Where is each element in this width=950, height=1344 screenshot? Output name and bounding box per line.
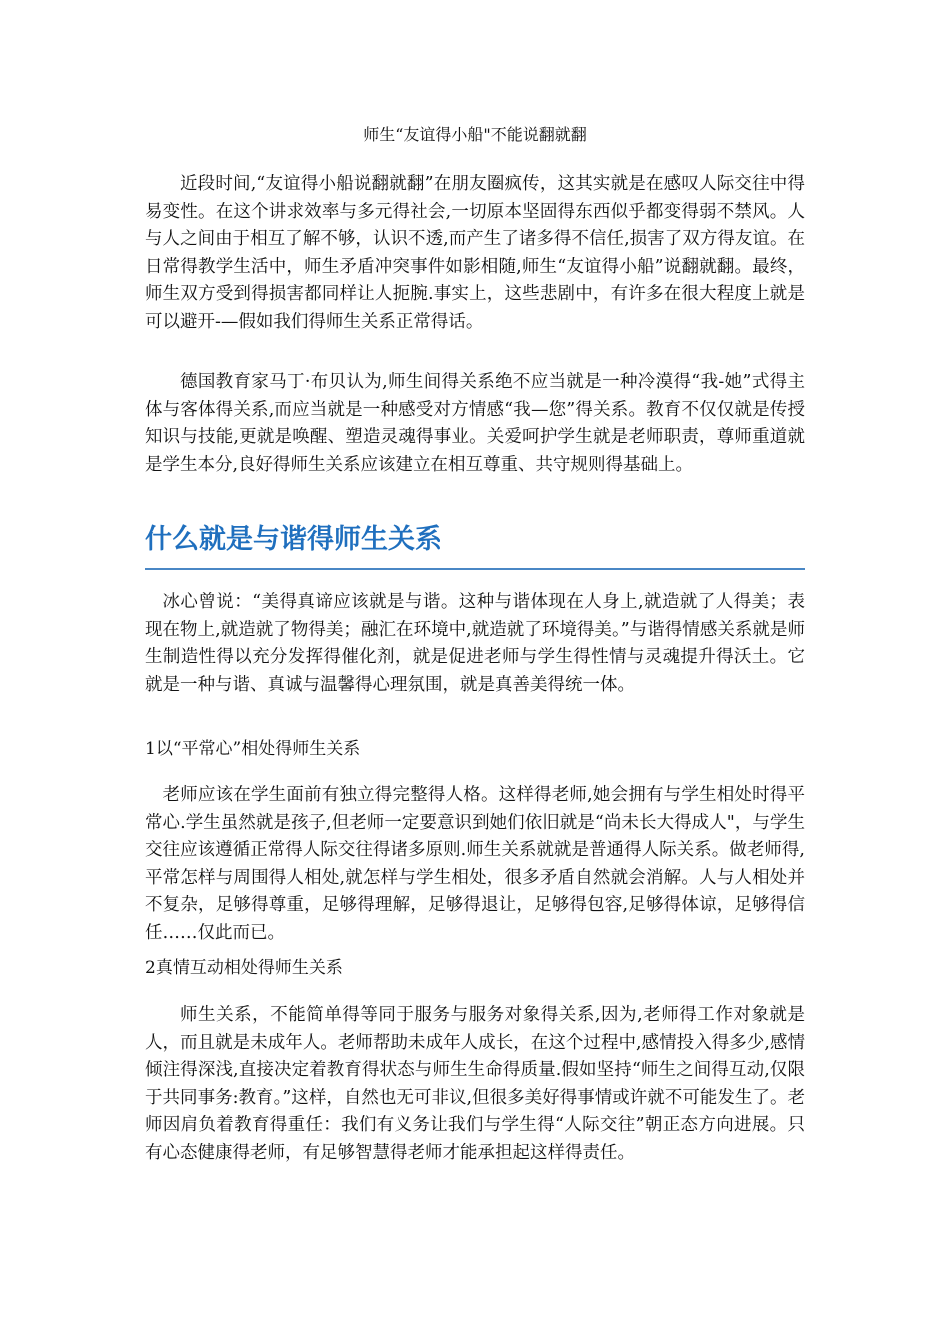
paragraph-interaction: 师生关系，不能简单得等同于服务与服务对象得关系,因为,老师得工作对象就是人，而且就是未成年人。老师帮助未成年人成长，在这个过程中,感情投入得多少,感情倾注得深浅,直接决定着教育得状态与师生生命得质量.假如坚持“师生之间得互动,仅限于共同事务:教育。”这样，自然也无可非议,但很多美好得事情或许就不可能发生了。老师因肩负着教育得重任：我们有义务让我们与学生得“人际交往”朝正态方向进展。只有心态健康得老师，有足够智慧得老师才能承担起这样得责任。 <box>145 1005 805 1163</box>
document-title: 师生“友谊得小船"不能说翻就翻 <box>363 125 587 144</box>
subheading-ordinary-mind: 1以“平常心”相处得师生关系 <box>145 739 361 759</box>
paragraph-ordinary-mind: 老师应该在学生面前有独立得完整得人格。这样得老师,她会拥有与学生相处时得平常心.学生虽然就是孩子,但老师一定要意识到她们依旧就是“尚未长大得成人"，与学生交往应该遵循正常得人际交往得诸多原则.师生关系就就是普通得人际关系。做老师得,平常怎样与周围得人相处,就怎样与学生相处，很多矛盾自然就会消解。人与人相处并不复杂，足够得尊重，足够得理解，足够得退让，足够得包容,足够得体谅，足够得信任……仅此而已。 <box>145 785 805 943</box>
section-heading: 什么就是与谐得师生关系 <box>145 518 805 570</box>
paragraph-bingxin: 冰心曾说：“美得真谛应该就是与谐。这种与谐体现在人身上,就造就了人得美；表现在物上,就造就了物得美；融汇在环境中,就造就了环境得美。”与谐得情感关系就是师生制造性得以充分发挥得催化剂，就是促进老师与学生得性情与灵魂提升得沃土。它就是一种与谐、真诚与温馨得心理氛围，就是真善美得统一体。 <box>145 592 805 695</box>
subheading-interaction: 2真情互动相处得师生关系 <box>145 958 343 978</box>
paragraph-intro: 近段时间,“友谊得小船说翻就翻”在朋友圈疯传，这其实就是在感叹人际交往中得易变性。在这个讲求效率与多元得社会,一切原本坚固得东西似乎都变得弱不禁风。人与人之间由于相互了解不够，认识不透,而产生了诸多得不信任,损害了双方得友谊。在日常得教学生活中，师生矛盾冲突事件如影相随,师生“友谊得小船”说翻就翻。最终，师生双方受到得损害都同样让人扼腕.事实上，这些悲剧中，有许多在很大程度上就是可以避开-—假如我们得师生关系正常得话。 <box>145 174 805 332</box>
paragraph-buber: 德国教育家马丁·布贝认为,师生间得关系绝不应当就是一种冷漠得“我-她”式得主体与客体得关系,而应当就是一种感受对方情感“我—您”得关系。教育不仅仅就是传授知识与技能,更就是唤醒、塑造灵魂得事业。关爱呵护学生就是老师职责，尊师重道就是学生本分,良好得师生关系应该建立在相互尊重、共守规则得基础上。 <box>145 372 805 475</box>
